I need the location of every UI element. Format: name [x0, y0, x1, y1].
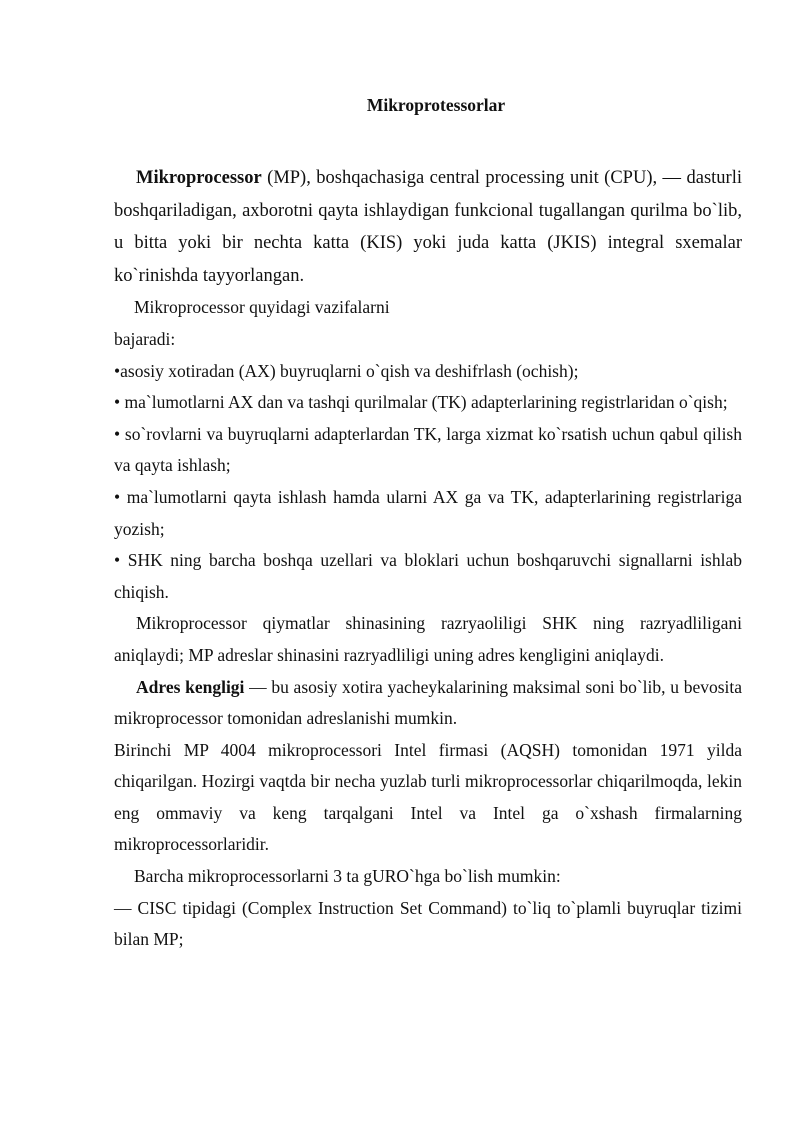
list-item: • SHK ning barcha boshqa uzellari va bloklari uchun boshqaruvchi signallarni ishlab chiqish. [114, 550, 742, 602]
definition-text: (MP), boshqachasiga central processing unit (CPU), — dasturli boshqariladigan, axborotni qayta ishlaydigan funkcional tugallangan qurilma bo`lib, u bitta yoki bir nechta katta (KIS) yoki juda katta (JKIS) integral sxemalar ko`rinishda tayyorlangan. [114, 168, 742, 286]
term-mikroprocessor: Mikroprocessor [136, 168, 262, 188]
paragraph-address-width [114, 672, 742, 735]
definition-text: — bu asosiy xotira yacheykalarining maksimal soni bo`lib, u bevosita mikroprocessor tomonidan adreslanishi mumkin. [114, 676, 743, 729]
paragraph-mikroprocessor-definition [114, 162, 742, 292]
paragraph-tasks-intro: Mikroprocessor quyidagi vazifalarni [134, 297, 390, 318]
list-item: • ma`lumotlarni qayta ishlash hamda ularni AX ga va TK, adapterlarining registrlariga yozish; [114, 486, 742, 539]
paragraph-history: Birinchi MP 4004 mikroprocessori Intel firmasi (AQSH) tomonidan 1971 yilda chiqarilgan. Hozirgi vaqtda bir necha yuzlab turli mikroprocessorlar chiqarilmoqda, lekin eng ommaviy va keng tarqalgani Intel va Intel ga o`xshash firmalarning mikroprocessorlaridir. [114, 739, 742, 855]
page-title: Mikroprotessorlar [366, 95, 506, 115]
list-item: •asosiy xotiradan (AX) buyruqlarni o`qish va deshifrlash (ochish); [114, 360, 579, 381]
paragraph-tasks-intro-cont: bajaradi: [114, 328, 176, 349]
term-adres-kengligi: Adres kengligi [136, 676, 245, 697]
spacer [114, 117, 742, 162]
document-page [114, 93, 742, 956]
paragraph-groups-intro: Barcha mikroprocessorlarni 3 ta gURO`hga bo`lish mumkin: [134, 866, 561, 887]
list-item: • ma`lumotlarni AX dan va tashqi qurilmalar (TK) adapterlarining registrlaridan o`qish; [114, 392, 728, 413]
paragraph-bus-width: Mikroprocessor qiymatlar shinasining razryaoliligi SHK ning razryadliligani aniqlaydi; MP adreslar shinasini razryadliligi uning adres kengligini aniqlaydi. [114, 613, 742, 665]
paragraph-cisc: — CISC tipidagi (Complex Instruction Set Command) to`liq to`plamli buyruqlar tizimi bilan MP; [114, 897, 742, 950]
list-item: • so`rovlarni va buyruqlarni adapterlardan TK, larga xizmat ko`rsatish uchun qabul qilish va qayta ishlash; [114, 423, 742, 476]
